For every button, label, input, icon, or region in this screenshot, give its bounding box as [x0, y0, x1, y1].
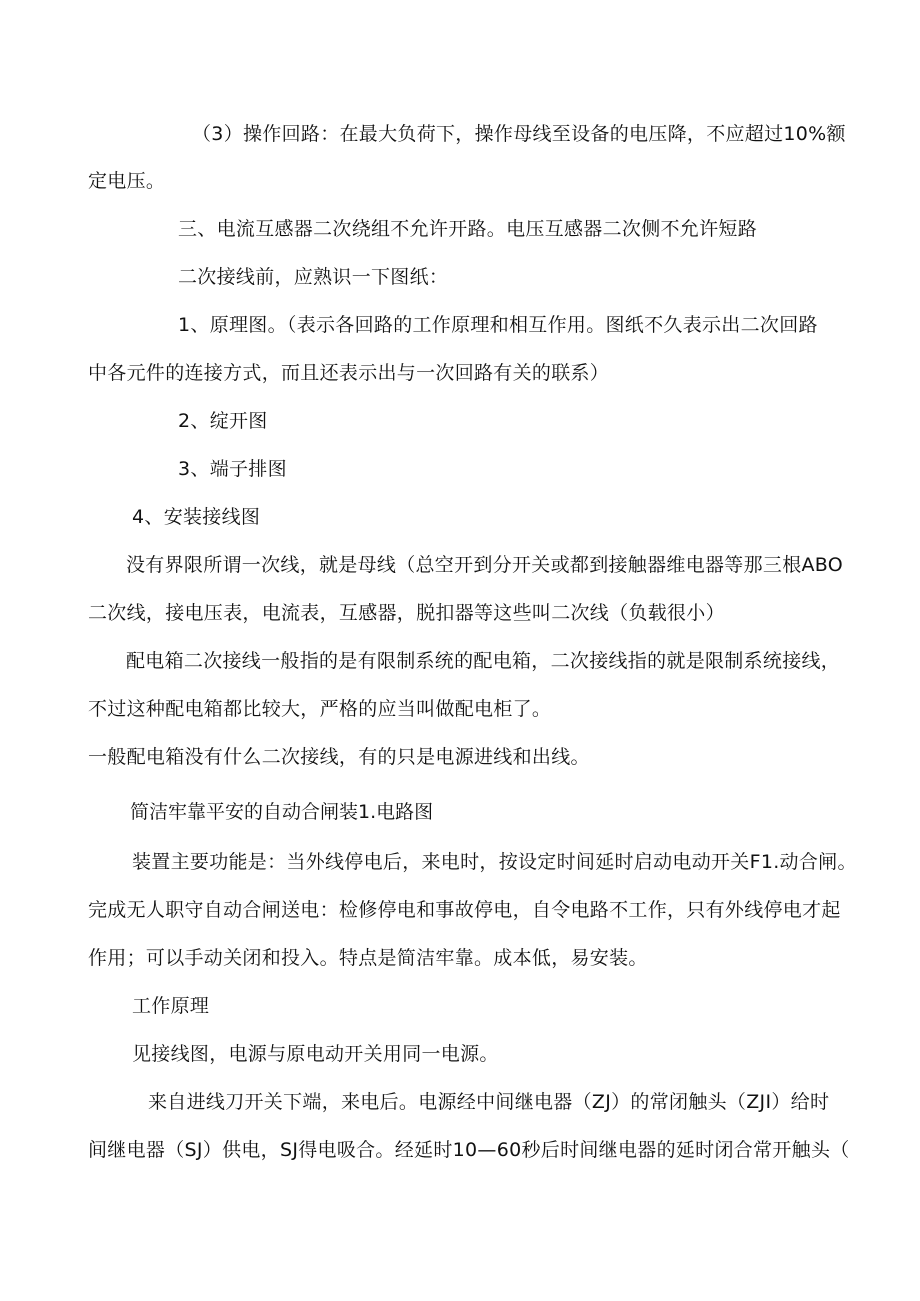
list-item-principle-diagram: 1、原理图。（表示各回路的工作原理和相互作用。图纸不久表示出二次回路 [178, 314, 818, 336]
section-heading-auto-closing: 简洁牢靠平安的自动合闸装1.电路图 [130, 801, 434, 823]
section-heading-working-principle: 工作原理 [132, 995, 210, 1017]
paragraph-see-wiring: 见接线图，电源与原电动开关用同一电源。 [132, 1043, 499, 1065]
paragraph-main-function-cont: 完成无人职守自动合闸送电：检修停电和事故停电，自令电路不工作，只有外线停电才起 [88, 899, 841, 921]
paragraph-distribution-box: 配电箱二次接线一般指的是有限制系统的配电箱，二次接线指的就是限制系统接线， [126, 650, 841, 672]
list-item-continuation: 中各元件的连接方式，而且还表示出与一次回路有关的联系） [88, 362, 610, 384]
section-heading-three: 三、电流互感器二次绕组不允许开路。电压互感器二次侧不允许短路 [178, 218, 758, 240]
paragraph-secondary-line: 二次线，接电压表，电流表，互感器，脱扣器等这些叫二次线（负载很小） [88, 602, 725, 624]
list-item-terminal-diagram: 3、端子排图 [178, 458, 287, 480]
list-item-expanded-diagram: 2、绽开图 [178, 410, 268, 432]
paragraph-continuation: 定电压。 [88, 170, 166, 192]
paragraph-distribution-box-cont: 不过这种配电箱都比较大，严格的应当叫做配电柜了。 [88, 698, 552, 720]
list-item-wiring-diagram: 4、安装接线图 [132, 506, 261, 528]
paragraph-incoming-switch: 来自进线刀开关下端，来电后。电源经中间继电器（ZJ）的常闭触头（ZJI）给时 [148, 1091, 830, 1113]
paragraph-main-function: 装置主要功能是：当外线停电后，来电时，按设定时间延时启动电动开关F1.动合闸。 [132, 851, 857, 873]
paragraph-main-function-end: 作用；可以手动关闭和投入。特点是简洁牢靠。成本低，易安装。 [88, 947, 648, 969]
paragraph-operating-circuit: （3）操作回路：在最大负荷下，操作母线至设备的电压降，不应超过10%额 [192, 123, 846, 145]
paragraph-general-box: 一般配电箱没有什么二次接线，有的只是电源进线和出线。 [88, 746, 590, 768]
paragraph-drawings-intro: 二次接线前，应熟识一下图纸： [178, 266, 449, 288]
paragraph-primary-line: 没有界限所谓一次线，就是母线（总空开到分开关或都到接触器维电器等那三根ABO [126, 554, 844, 576]
paragraph-time-relay: 间继电器（SJ）供电，SJ得电吸合。经延时10—60秒后时间继电器的延时闭合常开触头（ [88, 1139, 850, 1161]
